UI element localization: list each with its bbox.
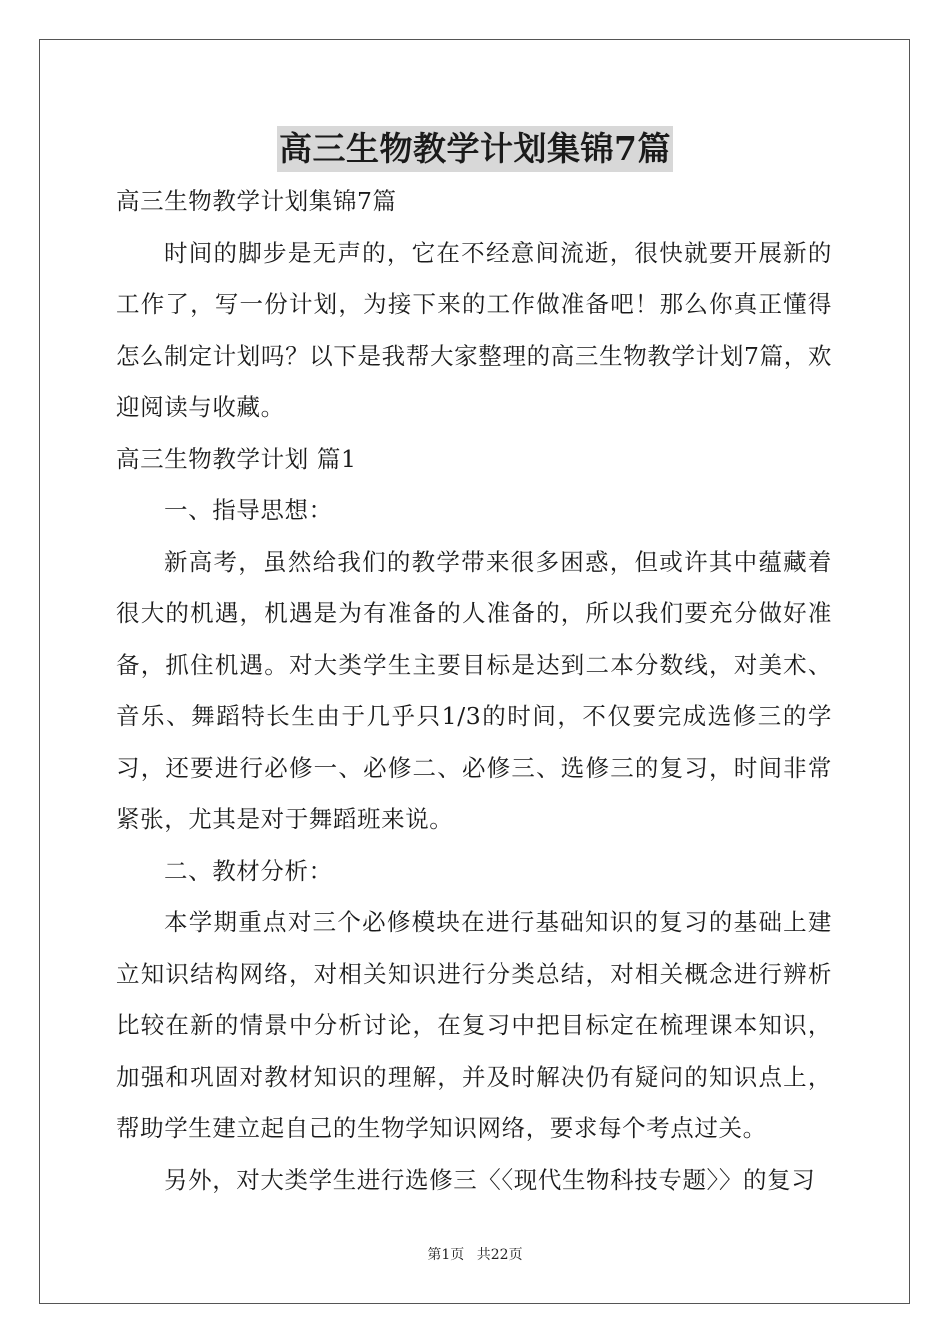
paragraph-additional: 另外，对大类学生进行选修三〈〈现代生物科技专题〉〉的复习 [164, 1165, 816, 1194]
paragraph-guiding-ideology: 新高考，虽然给我们的教学带来很多困惑，但或许其中蕴藏着很大的机遇，机遇是为有准备的人准备的，所以我们要充分做好准备，抓住机遇。对大类学生主要目标是达到二本分数线，对美术、音乐、舞蹈特长生由于几乎只1/3的时间，不仅要完成选修三的学习，还要进行必修一、必修二、必修三、选修三的复习，时间非常紧张，尤其是对于舞蹈班来说。 [116, 547, 832, 833]
paragraph-intro: 时间的脚步是无声的，它在不经意间流逝，很快就要开展新的工作了，写一份计划，为接下来的工作做准备吧！那么你真正懂得怎么制定计划吗？以下是我帮大家整理的高三生物教学计划7篇，欢迎阅读与收藏。 [116, 238, 832, 421]
paragraph-textbook-analysis: 本学期重点对三个必修模块在进行基础知识的复习的基础上建立知识结构网络，对相关知识进行分类总结，对相关概念进行辨析比较在新的情景中分析讨论，在复习中把目标定在梳理课本知识，加强和巩固对教材知识的理解，并及时解决仍有疑问的知识点上，帮助学生建立起自己的生物学知识网络，要求每个考点过关。 [116, 908, 832, 1142]
paragraph-subtitle: 高三生物教学计划集锦7篇 [116, 187, 397, 215]
page-total: 共22页 [476, 1247, 523, 1263]
heading-guiding-ideology: 一、指导思想： [164, 496, 333, 524]
page-number: 第1页 [427, 1247, 465, 1263]
page-footer [0, 1244, 950, 1264]
section-heading-plan-1: 高三生物教学计划 篇1 [116, 444, 357, 473]
document-title: 高三生物教学计划集锦7篇 [277, 126, 673, 172]
title-area [0, 126, 950, 172]
document-body [116, 176, 832, 1206]
heading-textbook-analysis: 二、教材分析： [164, 856, 333, 885]
